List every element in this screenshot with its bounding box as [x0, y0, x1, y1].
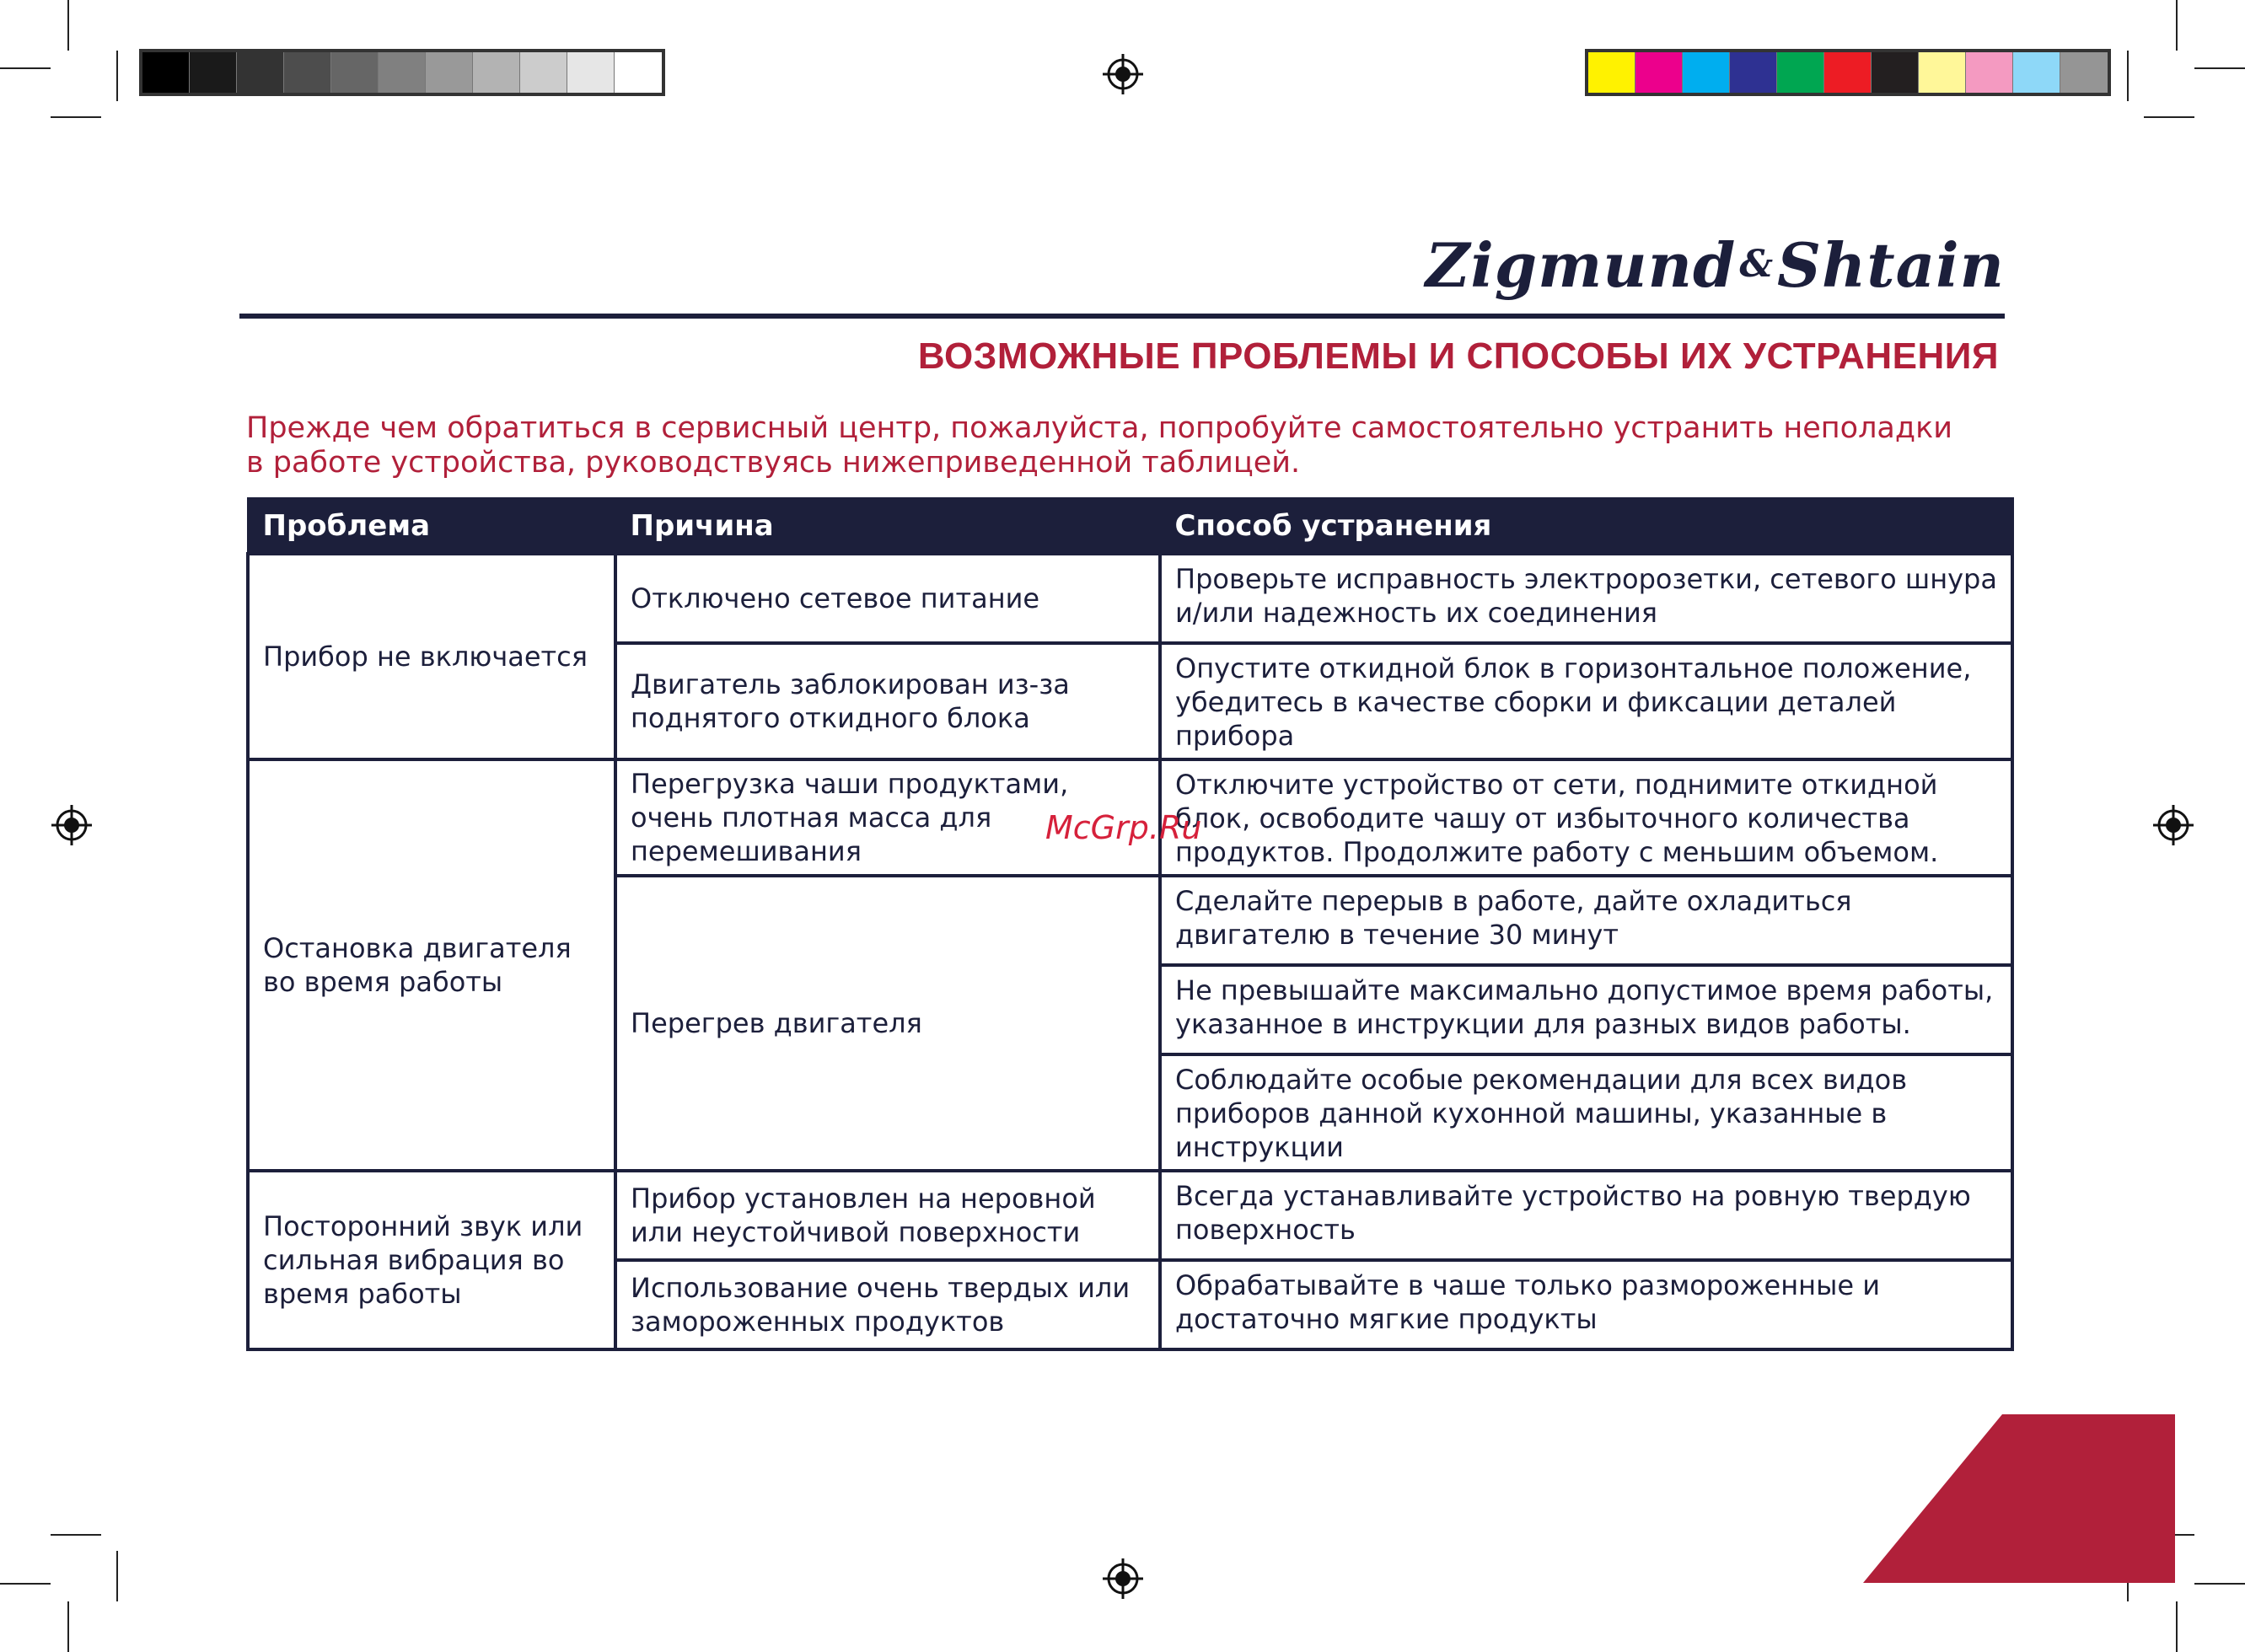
cause-cell: Отключено сетевое питание: [615, 554, 1160, 643]
brand-ampersand: &: [1739, 243, 1775, 286]
color-swatch: [1824, 52, 1872, 93]
color-swatch: [1777, 52, 1824, 93]
color-swatch: [520, 52, 567, 93]
registration-mark-icon: [1103, 1558, 1143, 1599]
color-swatch: [2060, 52, 2108, 93]
solution-cell: Отключите устройство от сети, поднимите откидной блок, освободите чашу от избыточного количества продуктов. Продолжите работу с меньшим объемом.: [1160, 759, 2012, 876]
crop-mark: [2194, 67, 2245, 69]
corner-decoration: [1863, 1414, 2175, 1583]
crop-mark: [116, 51, 118, 101]
solution-cell: Не превышайте максимально допустимое время работы, указанное в инструкции для разных видов работы.: [1160, 965, 2012, 1054]
solution-cell: Сделайте перерыв в работе, дайте охладиться двигателю в течение 30 минут: [1160, 876, 2012, 965]
color-swatch: [615, 52, 662, 93]
color-swatch: [237, 52, 284, 93]
solution-cell: Опустите откидной блок в горизонтальное положение, убедитесь в качестве сборки и фиксации деталей прибора: [1160, 643, 2012, 759]
color-swatch: [1872, 52, 1919, 93]
cause-cell: Использование очень твердых или замороженных продуктов: [615, 1260, 1160, 1349]
cause-cell: Двигатель заблокирован из-за поднятого откидного блока: [615, 643, 1160, 759]
table-row: [248, 1171, 2012, 1260]
column-header-problem: Проблема: [248, 499, 615, 555]
color-swatch: [473, 52, 520, 93]
solution-cell: Обрабатывайте в чаше только размороженные и достаточно мягкие продукты: [1160, 1260, 2012, 1349]
crop-mark: [0, 1583, 51, 1585]
crop-mark: [2176, 1601, 2178, 1652]
table-header-row: [248, 499, 2012, 555]
cause-cell: Перегрузка чаши продуктами, очень плотная масса для перемешивания: [615, 759, 1160, 876]
intro-text: Прежде чем обратиться в сервисный центр, пожалуйста, попробуйте самостоятельно устранить неполадки в работе устройства, руководствуясь нижеприведенной таблицей.: [246, 411, 1952, 480]
color-swatch: [1588, 52, 1635, 93]
troubleshooting-table: [246, 497, 2014, 1351]
color-swatch: [1966, 52, 2013, 93]
process-color-bar: [1585, 49, 2111, 96]
crop-mark: [0, 67, 51, 69]
solution-cell: Проверьте исправность электророзетки, сетевого шнура и/или надежность их соединения: [1160, 554, 2012, 643]
cause-cell: Прибор установлен на неровной или неустойчивой поверхности: [615, 1171, 1160, 1260]
color-swatch: [1730, 52, 1777, 93]
cause-cell: Перегрев двигателя: [615, 876, 1160, 1171]
color-swatch: [331, 52, 379, 93]
crop-mark: [67, 1601, 69, 1652]
color-swatch: [1635, 52, 1683, 93]
color-swatch: [426, 52, 473, 93]
crop-mark: [2176, 0, 2178, 51]
header-rule: [239, 314, 2005, 319]
grayscale-color-bar: [139, 49, 665, 96]
color-swatch: [142, 52, 190, 93]
crop-mark: [116, 1551, 118, 1601]
solution-cell: Всегда устанавливайте устройство на ровную твердую поверхность: [1160, 1171, 2012, 1260]
crop-mark: [2194, 1583, 2245, 1585]
color-swatch: [1919, 52, 1966, 93]
crop-mark: [51, 116, 101, 118]
brand-name-left: Zigmund: [1425, 229, 1737, 301]
table-row: [248, 554, 2012, 643]
brand-name-right: Shtain: [1777, 229, 2005, 301]
color-swatch: [1683, 52, 1730, 93]
problem-cell: Посторонний звук или сильная вибрация во время работы: [248, 1171, 615, 1349]
problem-cell: Остановка двигателя во время работы: [248, 759, 615, 1171]
registration-mark-icon: [2153, 805, 2194, 845]
color-swatch: [2013, 52, 2060, 93]
color-swatch: [190, 52, 237, 93]
crop-mark: [51, 1534, 101, 1536]
problem-cell: Прибор не включается: [248, 554, 615, 759]
crop-mark: [67, 0, 69, 51]
color-swatch: [379, 52, 426, 93]
column-header-solution: Способ устранения: [1160, 499, 2012, 555]
crop-mark: [2127, 51, 2129, 101]
registration-mark-icon: [1103, 54, 1143, 94]
solution-cell: Соблюдайте особые рекомендации для всех видов приборов данной кухонной машины, указанные в инструкции: [1160, 1054, 2012, 1171]
registration-mark-icon: [51, 805, 92, 845]
column-header-cause: Причина: [615, 499, 1160, 555]
crop-mark: [2144, 116, 2194, 118]
watermark-text: McGrp.Ru: [1045, 809, 1202, 846]
page-title: ВОЗМОЖНЫЕ ПРОБЛЕМЫ И СПОСОБЫ ИХ УСТРАНЕНИЯ: [917, 335, 1999, 377]
color-swatch: [284, 52, 331, 93]
color-swatch: [567, 52, 615, 93]
brand-logo: [1426, 229, 2005, 301]
